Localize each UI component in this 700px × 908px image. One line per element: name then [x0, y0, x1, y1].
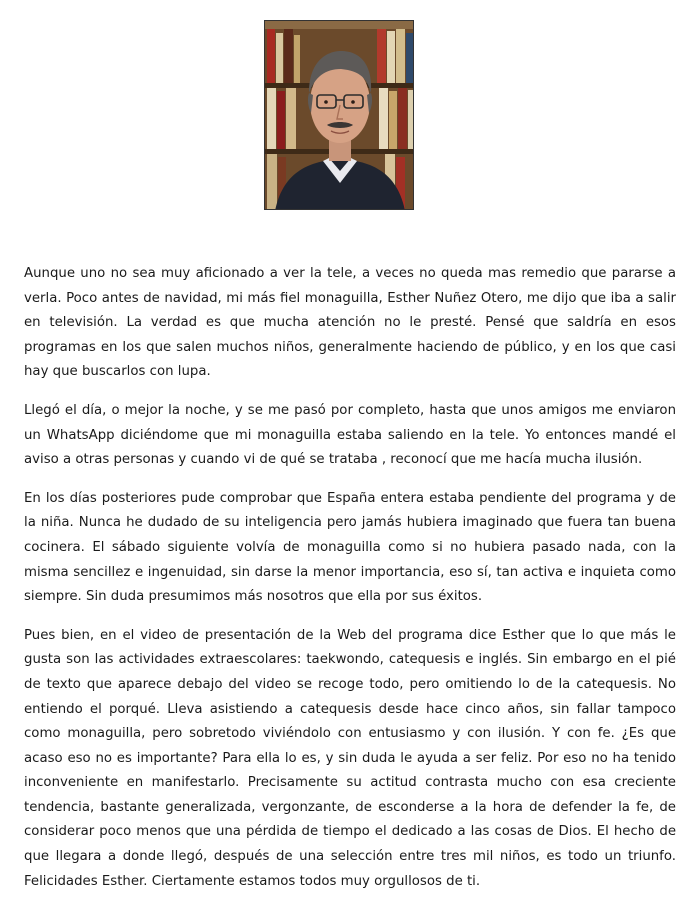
paragraph-2: Llegó el día, o mejor la noche, y se me pasó por completo, hasta que unos amigos me enviaron un WhatsApp diciéndome que mi monaguilla estaba saliendo en la tele. Yo entonces mandé el aviso a otras personas y cuando vi de qué se trataba , reconocí que me hacía mucha ilusión. — [24, 402, 676, 468]
paragraph-4: Pues bien, en el video de presentación de la Web del programa dice Esther que lo que más le gusta son las actividades extraescolares: taekwondo, catequesis e inglés. Sin embargo en el pié de texto que aparece debajo del video se recoge todo, pero omitiendo lo de la catequesis. No entiendo el porqué. Lleva asistiendo a catequesis desde hace cinco años, sin fallar tampoco como monaguilla, pero sobretodo viviéndolo con entusiasmo y con ilusión. Y con fe. ¿Es que acaso eso no es importante? Para ella lo es, y sin duda le ayuda a ser feliz. Por eso no ha tenido inconveniente en manifestarlo. Precisamente su actitud contrasta mucho con esa creciente tendencia, bastante generalizada, vergonzante, de esconderse a la hora de defender la fe, de considerar poco menos que una pérdida de tiempo el dedicado a las cosas de Dios. El hecho de que llegara a donde llegó, después de una selección entre tres mil niños, es todo un triunfo. Felicidades Esther. Ciertamente estamos todos muy orgullosos de ti. — [24, 627, 676, 889]
article-body — [24, 262, 676, 908]
author-portrait-photo — [264, 20, 414, 210]
paragraph-3: En los días posteriores pude comprobar que España entera estaba pendiente del programa y de la niña. Nunca he dudado de su inteligencia pero jamás hubiera imaginado que fuera tan buena cocinera. El sábado siguiente volvía de monaguilla como si no hubiera pasado nada, con la misma sencillez e ingenuidad, sin darse la menor importancia, eso sí, tan activa e inquieta como siempre. Sin duda presumimos más nosotros que ella por sus éxitos. — [24, 490, 676, 605]
paragraph-1: Aunque uno no sea muy aficionado a ver la tele, a veces no queda mas remedio que pararse a verla. Poco antes de navidad, mi más fiel monaguilla, Esther Nuñez Otero, me dijo que iba a salir en televisión. La verdad es que mucha atención no le presté. Pensé que saldría en esos programas en los que salen muchos niños, generalmente haciendo de público, y en los que casi hay que buscarlos con lupa. — [24, 266, 676, 380]
